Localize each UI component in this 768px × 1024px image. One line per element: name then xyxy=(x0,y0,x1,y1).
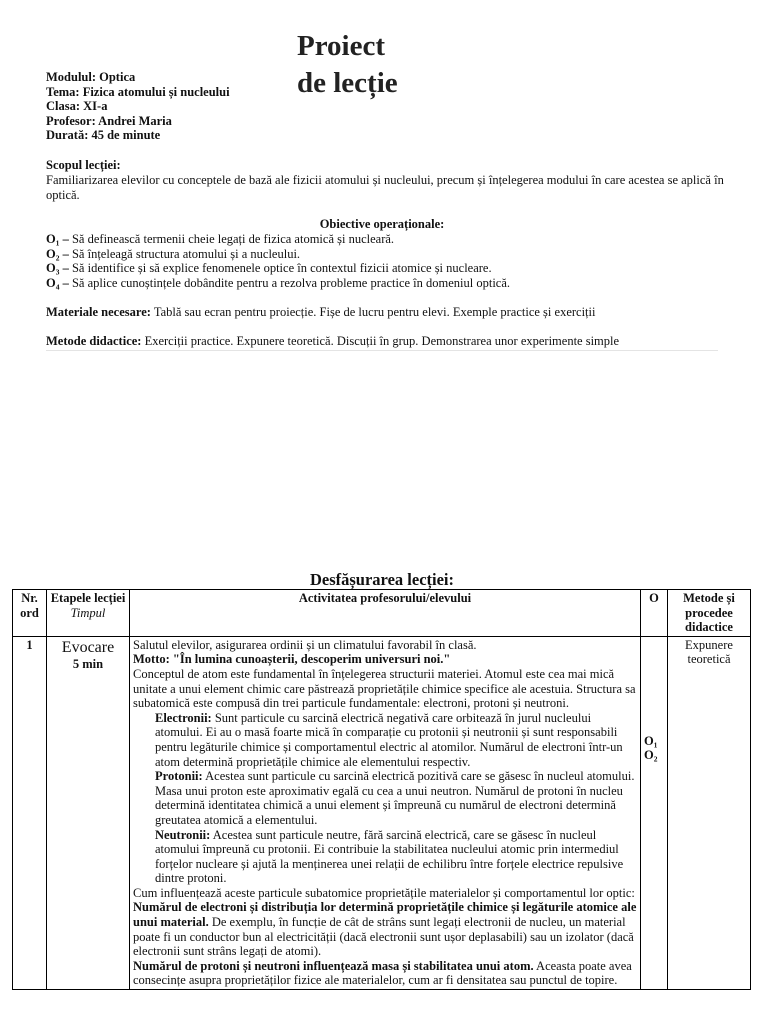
header-nr: Nr. ord xyxy=(13,590,47,637)
protoni-label: Protonii: xyxy=(155,769,203,784)
row-nr-cell xyxy=(13,636,47,989)
objective-text: Să identifice și să explice fenomenele optice în contextul fizicii atomice și nucleare. xyxy=(68,261,492,276)
objective-code: O₃ – xyxy=(46,261,69,276)
activity-motto: Motto: "În lumina cunoașterii, descoperim universuri noi." xyxy=(133,652,451,667)
header-activitate: Activitatea profesorului/elevului xyxy=(130,590,641,637)
objective-code: O₂ – xyxy=(46,246,69,261)
lesson-meta xyxy=(46,70,230,143)
activity-nucleons-effect xyxy=(133,959,637,988)
scope-label: Scopul lecției: xyxy=(46,158,121,172)
page-title xyxy=(297,28,398,102)
objective-code: O₁ – xyxy=(46,232,69,246)
objective-text: Să aplice cunoștințele dobândite pentru a rezolva probleme practice în domeniul optică. xyxy=(68,275,511,290)
objective-text: Să definească termenii cheie legați de fizica atomică și nucleară. xyxy=(68,232,395,246)
electroni-label: Electronii: xyxy=(155,710,212,725)
activity-electroni xyxy=(133,711,637,769)
electrons-effect-bold: Numărul de electroni și distribuția lor determină proprietățile chimice și legăturile atomice ale unui material. xyxy=(133,900,637,930)
header-o: O xyxy=(641,590,668,637)
materials-label: Materiale necesare: xyxy=(46,305,151,319)
objective-text: Să înțeleagă structura atomului și a nucleului. xyxy=(68,246,301,261)
row-o2: O₂ xyxy=(644,748,658,763)
row-nr: 1 xyxy=(26,637,33,652)
materials-line xyxy=(46,305,726,320)
activity-electrons-effect xyxy=(133,900,637,958)
scope-section xyxy=(46,158,726,203)
row-etapa-time: 5 min xyxy=(72,656,104,671)
activity-question: Cum influențează aceste particule subatomice proprietățile materialelor și comportamentul lor optic: xyxy=(133,885,635,900)
activity-greeting: Salutul elevilor, asigurarea ordinii și un climatului favorabil în clasă. xyxy=(133,637,477,652)
methods-line xyxy=(46,334,718,351)
electrons-effect-text: De exemplu, în funcție de cât de strâns sunt legați electronii de nucleu, un material poate fi un conductor bun al electricității (dacă electronii sunt ușor deplasabili) sau un izolator (dacă electronii sunt strâns legați de atomi). xyxy=(133,915,634,959)
title-line-1: Proiect xyxy=(297,30,386,62)
row-o-cell xyxy=(641,636,668,989)
protoni-text: Acestea sunt particule cu sarcină electrică pozitivă care se găsesc în nucleul atomului. Masa unui proton este aproximativ egală cu cea a unui neutron. Numărul de protoni în nucleu determină identitatea chimică a unui element și împreună cu numărul de electroni determină greutatea atomică a elementului. xyxy=(155,769,635,827)
neutroni-text: Acestea sunt particule neutre, fără sarcină electrică, care se găsesc în nucleul atomului împreună cu protonii. Ei contribuie la stabilitatea nucleului atomic prin intermediul forțelor nucleare și ajută la menținerea unei relații de echilibru între forțele electrice repulsive dintre protoni. xyxy=(155,827,624,886)
objectives-title: Obiective operaționale: xyxy=(319,217,445,231)
objective-item xyxy=(46,247,726,262)
title-line-2: de lecție xyxy=(297,67,398,99)
scope-text: Familiarizarea elevilor cu conceptele de bază ale fizicii atomului și nucleului, precum și înțelegerea modului în care acestea se aplică în optică. xyxy=(46,173,724,202)
table-header-row xyxy=(13,590,751,637)
materials-text: Tablă sau ecran pentru proiecție. Fișe de lucru pentru elevi. Exemple practice și exerciții xyxy=(150,305,596,319)
objectives-list xyxy=(46,232,726,290)
meta-tema: Tema: Fizica atomului și nucleului xyxy=(46,84,230,99)
meta-profesor: Profesor: Andrei Maria xyxy=(46,113,172,128)
activity-neutroni xyxy=(133,828,637,886)
meta-clasa: Clasa: XI-a xyxy=(46,99,108,114)
row-metode: Expunere teoretică xyxy=(685,637,733,667)
meta-modul: Modulul: Optica xyxy=(46,70,136,84)
section-title: Desfășurarea lecției: xyxy=(309,570,454,589)
header-metode: Metode și procedee didactice xyxy=(668,590,751,637)
objective-item xyxy=(46,276,726,291)
objective-item xyxy=(46,261,726,276)
header-etape-label: Etapele lecției xyxy=(50,591,126,605)
methods-label: Metode didactice: xyxy=(46,334,142,348)
activity-protoni xyxy=(133,769,637,827)
row-etapa-cell xyxy=(47,636,130,989)
row-metode-cell xyxy=(668,636,751,989)
electroni-text: Sunt particule cu sarcină electrică negativă care orbitează în jurul nucleului atomului. Ei au o masă foarte mică în comparație cu protonii și neutronii și sunt responsabili pentru legăturile chimice și comportamentul electric al atomilor. Numărul de electroni într-un atom determină proprietățile chimice ale elementului respectiv. xyxy=(155,710,623,769)
table-row xyxy=(13,636,751,989)
objective-item xyxy=(46,232,726,247)
objective-code: O₄ – xyxy=(46,275,69,290)
nucleons-effect-bold: Numărul de protoni și neutroni influențează masa și stabilitatea unui atom. xyxy=(133,958,534,973)
row-o1: O₁ xyxy=(644,733,658,748)
row-activity-cell xyxy=(130,636,641,989)
header-timp-label: Timpul xyxy=(70,605,106,620)
methods-text: Exerciții practice. Expunere teoretică. Discuții în grup. Demonstrarea unor experimente simple xyxy=(141,334,620,348)
activity-intro: Conceptul de atom este fundamental în înțelegerea structurii materiei. Atomul este cea mai mică unitate a unui element chimic care păstrează proprietățile chimice specifice ale acestuia. Structura sa subatomică este compusă din trei particule fundamentale: electroni, protoni și neutroni. xyxy=(133,666,636,711)
neutroni-label: Neutronii: xyxy=(155,827,211,842)
lesson-table xyxy=(12,589,751,990)
nucleons-effect-text: Aceasta poate avea consecințe asupra proprietăților fizice ale materialelor, cum ar fi densitatea sau punctul de topire. xyxy=(133,958,632,988)
row-etapa-name: Evocare xyxy=(61,638,115,656)
meta-durata: Durată: 45 de minute xyxy=(46,128,161,143)
header-etape xyxy=(47,590,130,637)
